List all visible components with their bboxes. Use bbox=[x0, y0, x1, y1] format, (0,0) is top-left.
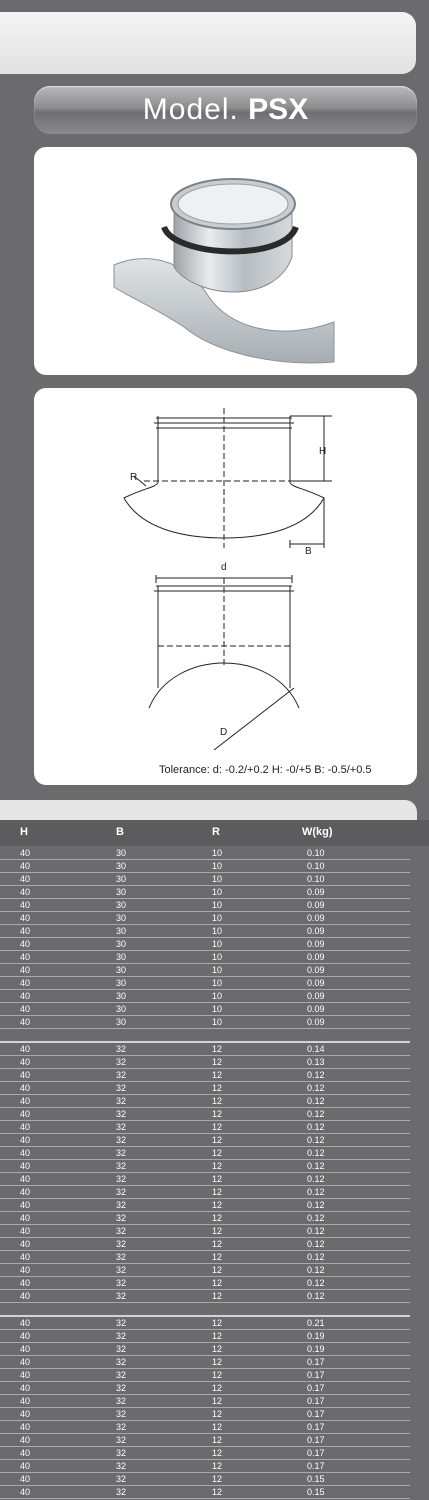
table-cell: 0.12 bbox=[307, 1252, 325, 1262]
table-cell: 10 bbox=[212, 913, 223, 923]
label-d-small: d bbox=[221, 562, 227, 573]
table-cell: 32 bbox=[116, 1448, 127, 1458]
model-prefix: Model. bbox=[142, 93, 249, 126]
table-cell: 0.12 bbox=[307, 1109, 325, 1119]
table-row bbox=[0, 1225, 410, 1238]
table-cell: 0.17 bbox=[307, 1448, 325, 1458]
table-cell: 30 bbox=[116, 913, 127, 923]
table-cell: 0.12 bbox=[307, 1200, 325, 1210]
table-cell: 12 bbox=[212, 1461, 223, 1471]
table-row bbox=[0, 1016, 410, 1029]
table-cell: 40 bbox=[20, 1239, 31, 1249]
table-row bbox=[0, 899, 410, 912]
table-row bbox=[0, 847, 410, 860]
col-header-r: R bbox=[212, 826, 220, 838]
table-row bbox=[0, 1460, 410, 1473]
table-cell: 32 bbox=[116, 1265, 127, 1275]
technical-drawing bbox=[34, 388, 417, 758]
table-cell: 32 bbox=[116, 1083, 127, 1093]
table-cell: 40 bbox=[20, 1383, 31, 1393]
table-cell: 0.12 bbox=[307, 1278, 325, 1288]
table-cell: 0.12 bbox=[307, 1070, 325, 1080]
table-cell: 40 bbox=[20, 913, 31, 923]
table-cell: 32 bbox=[116, 1422, 127, 1432]
table-cell: 40 bbox=[20, 887, 31, 897]
table-cell: 12 bbox=[212, 1083, 223, 1093]
table-cell: 0.12 bbox=[307, 1083, 325, 1093]
table-row bbox=[0, 1147, 410, 1160]
table-row bbox=[0, 1056, 410, 1069]
table-cell: 40 bbox=[20, 991, 31, 1001]
table-cell: 32 bbox=[116, 1396, 127, 1406]
table-row bbox=[0, 1134, 410, 1147]
table-cell: 0.14 bbox=[307, 1044, 325, 1054]
table-row bbox=[0, 977, 410, 990]
table-row bbox=[0, 1160, 410, 1173]
table-cell: 10 bbox=[212, 861, 223, 871]
table-row bbox=[0, 1421, 410, 1434]
table-cell: 12 bbox=[212, 1122, 223, 1132]
table-row bbox=[0, 1434, 410, 1447]
table-cell: 0.12 bbox=[307, 1187, 325, 1197]
table-cell: 0.09 bbox=[307, 952, 325, 962]
table-row bbox=[0, 925, 410, 938]
table-cell: 10 bbox=[212, 952, 223, 962]
table-cell: 40 bbox=[20, 1252, 31, 1262]
label-b: B bbox=[305, 546, 312, 557]
table-cell: 32 bbox=[116, 1344, 127, 1354]
table-row bbox=[0, 1238, 410, 1251]
table-row bbox=[0, 1382, 410, 1395]
table-cell: 30 bbox=[116, 1017, 127, 1027]
table-row bbox=[0, 1108, 410, 1121]
table-cell: 0.12 bbox=[307, 1239, 325, 1249]
table-cell: 12 bbox=[212, 1422, 223, 1432]
table-row bbox=[0, 873, 410, 886]
table-cell: 30 bbox=[116, 874, 127, 884]
table-row bbox=[0, 1186, 410, 1199]
table-cell: 32 bbox=[116, 1044, 127, 1054]
table-cell: 0.12 bbox=[307, 1265, 325, 1275]
table-cell: 12 bbox=[212, 1226, 223, 1236]
table-cell: 0.10 bbox=[307, 848, 325, 858]
group-separator bbox=[0, 1029, 410, 1043]
table-row bbox=[0, 1003, 410, 1016]
table-cell: 12 bbox=[212, 1239, 223, 1249]
table-row bbox=[0, 1290, 410, 1303]
label-r: R bbox=[130, 472, 138, 483]
table-cell: 0.12 bbox=[307, 1226, 325, 1236]
table-row bbox=[0, 1069, 410, 1082]
table-cell: 40 bbox=[20, 1174, 31, 1184]
table-cell: 10 bbox=[212, 939, 223, 949]
table-row bbox=[0, 912, 410, 925]
label-h: H bbox=[319, 446, 327, 457]
table-cell: 32 bbox=[116, 1435, 127, 1445]
table-cell: 12 bbox=[212, 1187, 223, 1197]
table-cell: 10 bbox=[212, 887, 223, 897]
table-cell: 40 bbox=[20, 1474, 31, 1484]
table-cell: 40 bbox=[20, 1265, 31, 1275]
table-cell: 32 bbox=[116, 1291, 127, 1301]
table-cell: 0.12 bbox=[307, 1096, 325, 1106]
col-header-weight: W(kg) bbox=[302, 826, 333, 838]
table-cell: 32 bbox=[116, 1357, 127, 1367]
col-header-h: H bbox=[20, 826, 28, 838]
table-cell: 30 bbox=[116, 991, 127, 1001]
table-cell: 12 bbox=[212, 1370, 223, 1380]
table-cell: 32 bbox=[116, 1096, 127, 1106]
table-row bbox=[0, 1356, 410, 1369]
table-cell: 0.12 bbox=[307, 1135, 325, 1145]
table-row bbox=[0, 1173, 410, 1186]
table-cell: 32 bbox=[116, 1487, 127, 1497]
table-cell: 12 bbox=[212, 1331, 223, 1341]
table-cell: 0.17 bbox=[307, 1461, 325, 1471]
table-cell: 12 bbox=[212, 1252, 223, 1262]
table-cell: 30 bbox=[116, 926, 127, 936]
table-cell: 32 bbox=[116, 1383, 127, 1393]
table-cell: 12 bbox=[212, 1357, 223, 1367]
table-cell: 32 bbox=[116, 1213, 127, 1223]
group-separator bbox=[0, 1303, 410, 1317]
table-cell: 0.09 bbox=[307, 978, 325, 988]
table-row bbox=[0, 1251, 410, 1264]
table-cell: 30 bbox=[116, 939, 127, 949]
table-row bbox=[0, 1212, 410, 1225]
table-row bbox=[0, 1486, 410, 1499]
table-cell: 0.17 bbox=[307, 1396, 325, 1406]
table-row bbox=[0, 938, 410, 951]
table-cell: 40 bbox=[20, 1226, 31, 1236]
table-cell: 0.17 bbox=[307, 1435, 325, 1445]
table-cell: 40 bbox=[20, 1487, 31, 1497]
table-cell: 12 bbox=[212, 1057, 223, 1067]
table-cell: 12 bbox=[212, 1291, 223, 1301]
table-cell: 40 bbox=[20, 1370, 31, 1380]
table-cell: 12 bbox=[212, 1409, 223, 1419]
table-cell: 40 bbox=[20, 1331, 31, 1341]
table-cell: 40 bbox=[20, 1096, 31, 1106]
table-cell: 40 bbox=[20, 1278, 31, 1288]
col-header-b: B bbox=[116, 826, 124, 838]
table-cell: 12 bbox=[212, 1070, 223, 1080]
table-cell: 0.09 bbox=[307, 926, 325, 936]
table-cell: 10 bbox=[212, 900, 223, 910]
table-cell: 0.12 bbox=[307, 1213, 325, 1223]
table-cell: 0.17 bbox=[307, 1370, 325, 1380]
table-cell: 0.09 bbox=[307, 1004, 325, 1014]
table-cell: 10 bbox=[212, 926, 223, 936]
table-cell: 40 bbox=[20, 1148, 31, 1158]
table-cell: 0.12 bbox=[307, 1161, 325, 1171]
table-cell: 30 bbox=[116, 848, 127, 858]
table-cell: 12 bbox=[212, 1200, 223, 1210]
table-cell: 10 bbox=[212, 848, 223, 858]
table-cell: 40 bbox=[20, 1109, 31, 1119]
table-cell: 0.09 bbox=[307, 913, 325, 923]
table-cell: 32 bbox=[116, 1161, 127, 1171]
table-cell: 30 bbox=[116, 887, 127, 897]
table-cell: 40 bbox=[20, 1396, 31, 1406]
product-photo bbox=[34, 147, 417, 375]
model-title bbox=[34, 86, 417, 134]
table-cell: 40 bbox=[20, 926, 31, 936]
table-row bbox=[0, 1369, 410, 1382]
table-cell: 40 bbox=[20, 1161, 31, 1171]
table-cell: 32 bbox=[116, 1239, 127, 1249]
table-row bbox=[0, 886, 410, 899]
table-cell: 0.10 bbox=[307, 874, 325, 884]
table-cell: 40 bbox=[20, 1187, 31, 1197]
table-cell: 32 bbox=[116, 1122, 127, 1132]
table-cell: 40 bbox=[20, 1004, 31, 1014]
table-cell: 0.09 bbox=[307, 965, 325, 975]
table-cell: 0.17 bbox=[307, 1422, 325, 1432]
model-name: PSX bbox=[248, 93, 309, 126]
table-cell: 0.17 bbox=[307, 1409, 325, 1419]
table-cell: 12 bbox=[212, 1148, 223, 1158]
table-row bbox=[0, 951, 410, 964]
table-cell: 40 bbox=[20, 1409, 31, 1419]
table-cell: 10 bbox=[212, 1004, 223, 1014]
table-cell: 32 bbox=[116, 1057, 127, 1067]
table-cell: 12 bbox=[212, 1318, 223, 1328]
table-cell: 12 bbox=[212, 1278, 223, 1288]
table-cell: 30 bbox=[116, 861, 127, 871]
table-cell: 10 bbox=[212, 978, 223, 988]
table-cell: 40 bbox=[20, 1017, 31, 1027]
table-cell: 12 bbox=[212, 1487, 223, 1497]
table-cell: 32 bbox=[116, 1318, 127, 1328]
table-cell: 32 bbox=[116, 1148, 127, 1158]
table-cell: 32 bbox=[116, 1370, 127, 1380]
table-cell: 40 bbox=[20, 1135, 31, 1145]
table-cell: 12 bbox=[212, 1109, 223, 1119]
table-row bbox=[0, 860, 410, 873]
table-cell: 12 bbox=[212, 1383, 223, 1393]
technical-drawing-card bbox=[34, 388, 417, 785]
table-cell: 32 bbox=[116, 1109, 127, 1119]
table-cell: 40 bbox=[20, 1461, 31, 1471]
table-row bbox=[0, 1121, 410, 1134]
table-cell: 40 bbox=[20, 952, 31, 962]
table-cell: 12 bbox=[212, 1096, 223, 1106]
table-row bbox=[0, 1447, 410, 1460]
table-row bbox=[0, 1264, 410, 1277]
table-cell: 0.09 bbox=[307, 887, 325, 897]
table-row bbox=[0, 1277, 410, 1290]
table-cell: 12 bbox=[212, 1265, 223, 1275]
table-cell: 10 bbox=[212, 874, 223, 884]
table-cell: 0.12 bbox=[307, 1291, 325, 1301]
table-row bbox=[0, 1095, 410, 1108]
table-cell: 0.13 bbox=[307, 1057, 325, 1067]
table-cell: 0.17 bbox=[307, 1357, 325, 1367]
table-cell: 12 bbox=[212, 1161, 223, 1171]
table-cell: 0.09 bbox=[307, 939, 325, 949]
table-cell: 40 bbox=[20, 1291, 31, 1301]
table-row bbox=[0, 1082, 410, 1095]
table-row bbox=[0, 990, 410, 1003]
table-cell: 0.19 bbox=[307, 1344, 325, 1354]
table-cell: 0.09 bbox=[307, 900, 325, 910]
table-cell: 12 bbox=[212, 1044, 223, 1054]
table-cell: 12 bbox=[212, 1474, 223, 1484]
tolerance-note: Tolerance: d: -0.2/+0.2 H: -0/+5 B: -0.5/+0.5 bbox=[159, 764, 372, 776]
table-cell: 0.10 bbox=[307, 861, 325, 871]
table-row bbox=[0, 1408, 410, 1421]
table-cell: 32 bbox=[116, 1474, 127, 1484]
table-cell: 10 bbox=[212, 991, 223, 1001]
table-row bbox=[0, 1330, 410, 1343]
table-cell: 0.21 bbox=[307, 1318, 325, 1328]
table-cell: 12 bbox=[212, 1174, 223, 1184]
table-cell: 32 bbox=[116, 1174, 127, 1184]
table-row bbox=[0, 964, 410, 977]
table-row bbox=[0, 1473, 410, 1486]
table-cell: 30 bbox=[116, 978, 127, 988]
header-card bbox=[0, 12, 416, 74]
table-cell: 32 bbox=[116, 1135, 127, 1145]
table-cell: 12 bbox=[212, 1135, 223, 1145]
table-cell: 40 bbox=[20, 1344, 31, 1354]
table-cell: 12 bbox=[212, 1344, 223, 1354]
table-row bbox=[0, 1199, 410, 1212]
table-cell: 40 bbox=[20, 900, 31, 910]
table-cell: 40 bbox=[20, 861, 31, 871]
spec-table-body bbox=[0, 847, 429, 1499]
product-photo-card bbox=[34, 147, 417, 375]
table-cell: 0.15 bbox=[307, 1487, 325, 1497]
label-d-large: D bbox=[220, 727, 228, 738]
table-cell: 40 bbox=[20, 1213, 31, 1223]
table-cell: 40 bbox=[20, 1070, 31, 1080]
table-cell: 0.19 bbox=[307, 1331, 325, 1341]
table-cell: 0.12 bbox=[307, 1148, 325, 1158]
table-cell: 12 bbox=[212, 1396, 223, 1406]
table-row bbox=[0, 1043, 410, 1056]
table-cell: 0.15 bbox=[307, 1474, 325, 1484]
table-row bbox=[0, 1343, 410, 1356]
table-cell: 0.09 bbox=[307, 991, 325, 1001]
table-cell: 32 bbox=[116, 1187, 127, 1197]
table-cell: 40 bbox=[20, 1435, 31, 1445]
table-cell: 40 bbox=[20, 1318, 31, 1328]
table-cell: 30 bbox=[116, 965, 127, 975]
table-cell: 40 bbox=[20, 1422, 31, 1432]
table-cell: 0.17 bbox=[307, 1383, 325, 1393]
table-cell: 40 bbox=[20, 939, 31, 949]
table-cell: 32 bbox=[116, 1331, 127, 1341]
table-cell: 40 bbox=[20, 874, 31, 884]
table-cell: 32 bbox=[116, 1070, 127, 1080]
table-cell: 30 bbox=[116, 1004, 127, 1014]
table-cell: 0.12 bbox=[307, 1174, 325, 1184]
table-cell: 32 bbox=[116, 1252, 127, 1262]
table-cell: 12 bbox=[212, 1448, 223, 1458]
table-cell: 30 bbox=[116, 952, 127, 962]
table-cell: 40 bbox=[20, 1448, 31, 1458]
table-cell: 12 bbox=[212, 1435, 223, 1445]
table-cell: 12 bbox=[212, 1213, 223, 1223]
table-row bbox=[0, 1395, 410, 1408]
table-cell: 10 bbox=[212, 965, 223, 975]
table-cell: 40 bbox=[20, 1083, 31, 1093]
table-cell: 40 bbox=[20, 978, 31, 988]
table-cell: 40 bbox=[20, 1122, 31, 1132]
table-cell: 32 bbox=[116, 1409, 127, 1419]
table-cell: 32 bbox=[116, 1226, 127, 1236]
table-row bbox=[0, 1317, 410, 1330]
table-cell: 10 bbox=[212, 1017, 223, 1027]
table-cell: 0.09 bbox=[307, 1017, 325, 1027]
table-cell: 40 bbox=[20, 1357, 31, 1367]
table-cell: 32 bbox=[116, 1200, 127, 1210]
table-header bbox=[0, 820, 429, 846]
table-cell: 40 bbox=[20, 1200, 31, 1210]
table-cell: 40 bbox=[20, 965, 31, 975]
table-cell: 40 bbox=[20, 1044, 31, 1054]
table-cell: 32 bbox=[116, 1461, 127, 1471]
table-cell: 0.12 bbox=[307, 1122, 325, 1132]
table-cell: 32 bbox=[116, 1278, 127, 1288]
table-cell: 40 bbox=[20, 1057, 31, 1067]
table-cell: 30 bbox=[116, 900, 127, 910]
table-cell: 40 bbox=[20, 848, 31, 858]
